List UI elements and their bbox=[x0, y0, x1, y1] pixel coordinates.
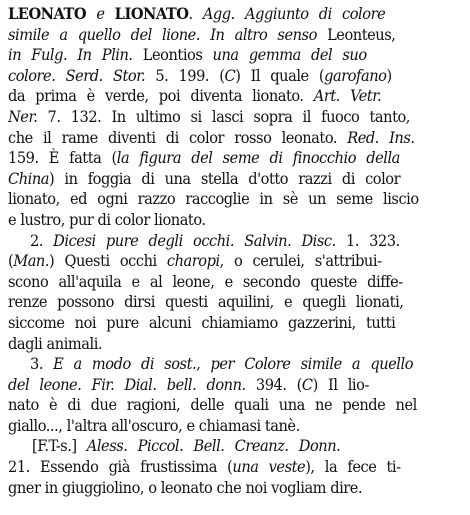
text-line bbox=[8, 457, 464, 478]
text-run: e lustro, pur di color lionato. bbox=[8, 209, 206, 229]
italic-text: Dicesi pure degli occhi. Salvin. Disc. bbox=[53, 230, 336, 250]
text-run: da prima è verde, poi diventa lionato. bbox=[8, 86, 314, 106]
text-line bbox=[8, 107, 464, 128]
text-line bbox=[8, 45, 464, 66]
text-run: [F.T-s.] bbox=[32, 436, 87, 456]
headword: LEONATO bbox=[8, 4, 87, 23]
italic-text: del leone. Fir. Dial. bell. donn. bbox=[8, 374, 246, 394]
italic-text: Man. bbox=[13, 251, 50, 271]
text-run: 21. Essendo già frustissima ( bbox=[8, 457, 233, 477]
italic-text: colore. Serd. Stor. bbox=[8, 65, 146, 85]
text-run: lionato, ed ogni razzo raccoglie in sè un seme liscio bbox=[8, 189, 419, 209]
text-run: ) bbox=[386, 65, 392, 85]
text-line bbox=[8, 25, 464, 46]
italic-text: China bbox=[8, 168, 49, 188]
text-run: siccome noi pure alcuni chiamiamo gazzerini, tutti bbox=[8, 312, 396, 332]
text-line bbox=[8, 251, 464, 272]
text-line bbox=[8, 272, 464, 293]
text-run: , o cerulei, s'attribui- bbox=[219, 251, 382, 271]
text-run: ), la fece ti- bbox=[305, 457, 401, 477]
text-run: ) in foggia di una stella d'otto razzi di color bbox=[49, 168, 401, 188]
text-run: 2. bbox=[30, 230, 54, 250]
text-line bbox=[8, 128, 464, 149]
text-line bbox=[8, 4, 464, 25]
text-line bbox=[8, 416, 464, 437]
italic-text: Art. Vetr. bbox=[313, 86, 382, 106]
text-run: giallo..., l'altra all'oscuro, e chiamasi tanè. bbox=[8, 415, 300, 435]
text-run: nato è di due ragioni, delle quali una ne pende nel bbox=[8, 395, 417, 415]
text-run: Leontios bbox=[132, 45, 213, 65]
italic-text: una veste bbox=[232, 457, 306, 477]
text-line bbox=[8, 189, 464, 210]
italic-text: C bbox=[224, 65, 236, 85]
text-run: dagli animali. bbox=[8, 333, 103, 353]
text-line bbox=[8, 375, 464, 396]
italic-text: Agg. Aggiunto di colore bbox=[202, 4, 386, 23]
text-run: 394. ( bbox=[245, 374, 302, 394]
italic-text: simile a quello del lione. In altro senso bbox=[8, 24, 317, 44]
text-run: che il rame diventi di color rosso leonato. bbox=[8, 127, 348, 147]
text-run: ) Il lio- bbox=[312, 374, 369, 394]
text-line bbox=[8, 334, 464, 355]
text-run: renze possono dirsi questi aquilini, e quegli lionati, bbox=[8, 292, 404, 312]
text-run: scono all'aquila e al leone, e secondo queste diffe- bbox=[8, 271, 403, 291]
italic-text: charopi bbox=[166, 251, 220, 271]
text-run: 7. 132. In ultimo si lasci sopra il fuoco tanto, bbox=[37, 106, 410, 126]
text-run: 5. 199. ( bbox=[145, 65, 225, 85]
italic-text: Red. Ins. bbox=[347, 127, 415, 147]
text-line bbox=[8, 354, 464, 375]
italic-text: Aless. Piccol. Bell. Creanz. Donn. bbox=[86, 436, 341, 456]
text-run: ) Questi occhi bbox=[49, 251, 167, 271]
text-line bbox=[8, 148, 464, 169]
text-run: 3. bbox=[30, 354, 54, 374]
text-line bbox=[8, 313, 464, 334]
italic-text: E a modo di sost., per Colore simile a quello bbox=[53, 354, 414, 374]
text-run: 159. È fatta ( bbox=[8, 148, 117, 168]
italic-text: garofano bbox=[324, 65, 387, 85]
text-run: ( bbox=[8, 251, 14, 271]
text-run: 1. 323. bbox=[335, 230, 400, 250]
text-run: ) Il quale ( bbox=[235, 65, 325, 85]
text-line bbox=[8, 478, 464, 499]
italic-text: C bbox=[301, 374, 313, 394]
italic-text: e bbox=[86, 4, 115, 23]
italic-text: la figura del seme di finocchio della bbox=[116, 148, 400, 168]
italic-text: in Fulg. In Plin. bbox=[8, 45, 133, 65]
text-line bbox=[8, 436, 464, 457]
text-line bbox=[8, 210, 464, 231]
text-line bbox=[8, 86, 464, 107]
text-line bbox=[8, 292, 464, 313]
text-line bbox=[8, 66, 464, 87]
text-run: gner in giuggiolino, o leonato che noi vogliam dire. bbox=[8, 477, 363, 497]
text-run: Leonteus, bbox=[316, 24, 396, 44]
text-line bbox=[8, 169, 464, 190]
headword: LIONATO bbox=[114, 4, 189, 23]
italic-text: Ner. bbox=[8, 106, 38, 126]
text-run: . bbox=[188, 4, 203, 23]
text-line bbox=[8, 231, 464, 252]
italic-text: una gemma del suo bbox=[212, 45, 367, 65]
text-line bbox=[8, 395, 464, 416]
